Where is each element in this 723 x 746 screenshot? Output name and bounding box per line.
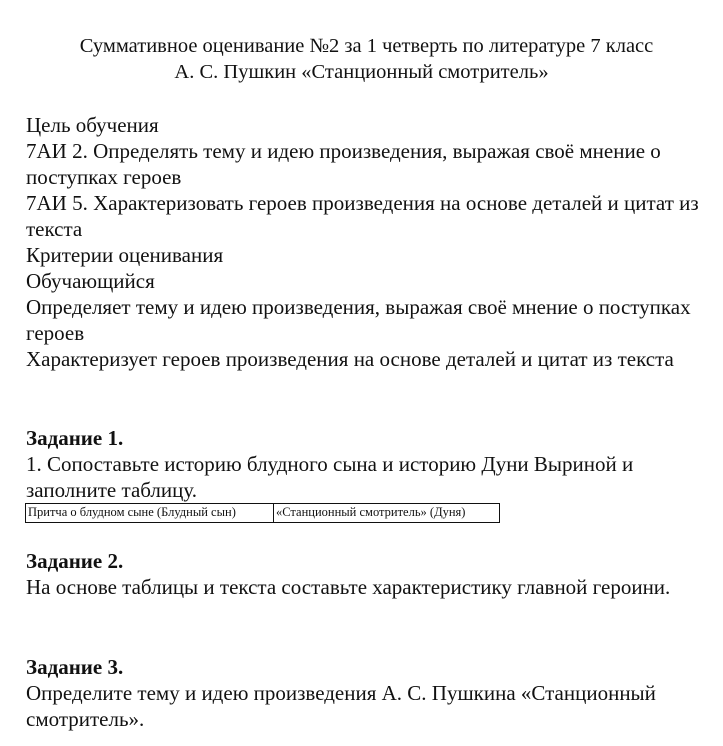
task-heading: Задание 3. <box>26 655 124 679</box>
task-text: 1. Сопоставьте историю блудного сына и историю Дуни Выриной и заполните таблицу. <box>26 452 634 502</box>
task-3 <box>26 654 706 732</box>
criteria-subheading: Обучающийся <box>26 269 155 293</box>
document-header <box>0 33 723 85</box>
criteria-item: Характеризует героев произведения на основе деталей и цитат из текста <box>26 347 674 371</box>
task-text: На основе таблицы и текста составьте характеристику главной героини. <box>26 575 671 599</box>
task-1 <box>26 425 706 503</box>
table-header-cell: «Станционный смотритель» (Дуня) <box>274 504 500 523</box>
comparison-table <box>25 503 500 523</box>
table-header-cell: Притча о блудном сыне (Блудный сын) <box>26 504 274 523</box>
criteria-heading: Критерии оценивания <box>26 243 224 267</box>
objective-item: 7АИ 5. Характеризовать героев произведения на основе деталей и цитат из текста <box>26 191 699 241</box>
document-subtitle: А. С. Пушкин «Станционный смотритель» <box>174 61 549 83</box>
document-title: Суммативное оценивание №2 за 1 четверть по литературе 7 класс <box>79 35 654 57</box>
objectives-heading: Цель обучения <box>26 113 159 137</box>
learning-objectives-section <box>26 112 706 372</box>
criteria-item: Определяет тему и идею произведения, выражая своё мнение о поступках героев <box>26 295 691 345</box>
objective-item: 7АИ 2. Определять тему и идею произведения, выражая своё мнение о поступках героев <box>26 139 661 189</box>
task-2 <box>26 548 706 600</box>
task-heading: Задание 2. <box>26 549 124 573</box>
task-text: Определите тему и идею произведения А. С. Пушкина «Станционный смотритель». <box>26 681 656 731</box>
task-heading: Задание 1. <box>26 426 124 450</box>
table-row <box>26 504 500 523</box>
